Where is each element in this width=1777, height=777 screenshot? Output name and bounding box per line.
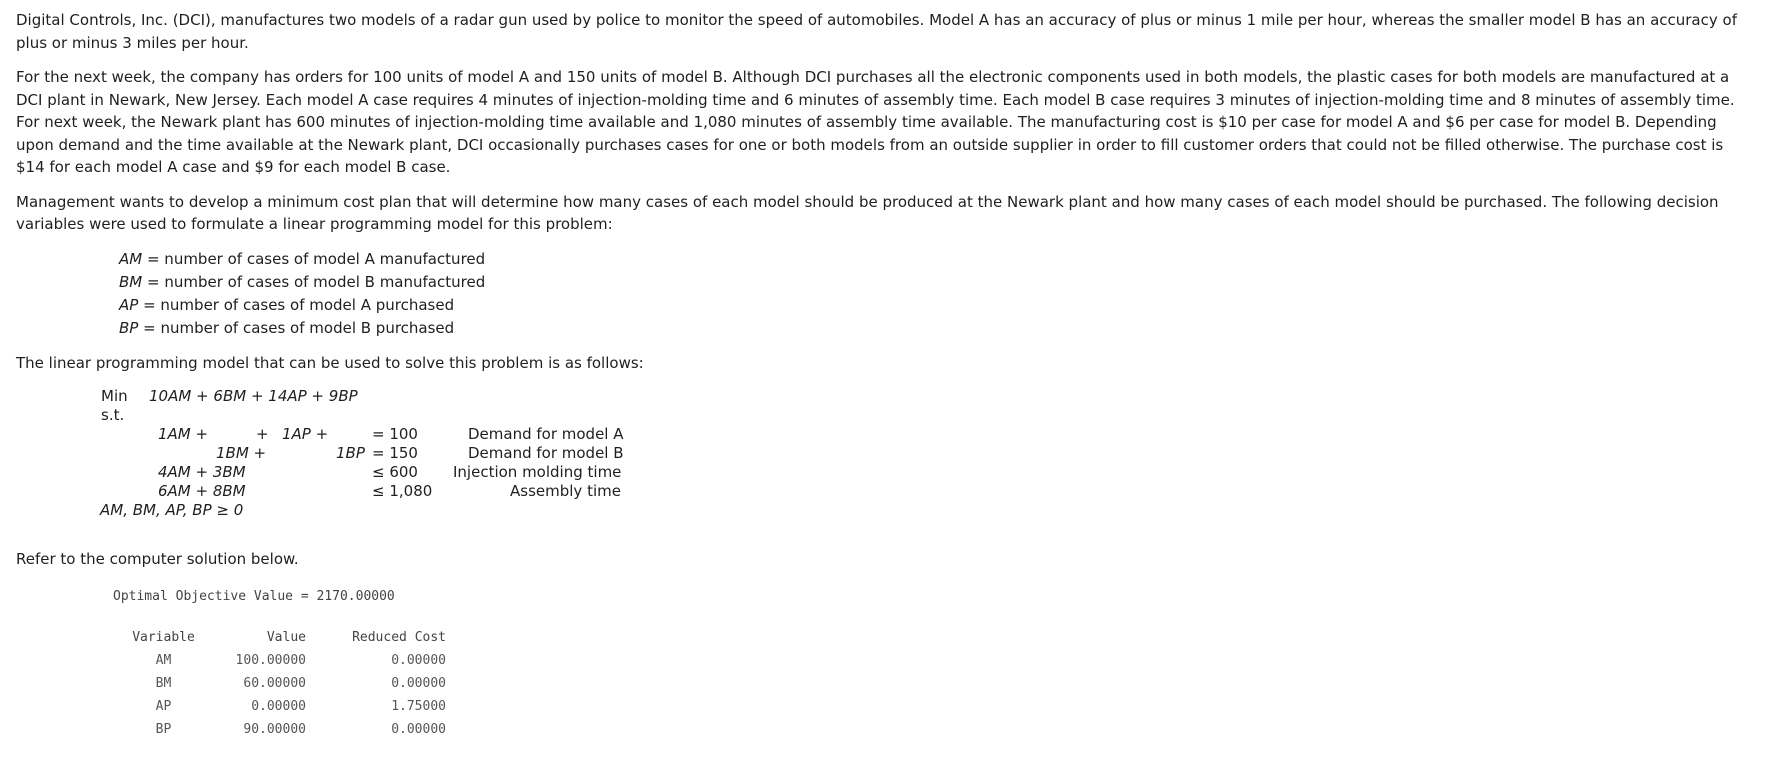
c1-description: Demand for model A — [468, 425, 624, 443]
c4-description: Assembly time — [510, 482, 621, 500]
value-cell: 100.00000 — [235, 652, 306, 668]
c2-bp: 1BP — [336, 444, 365, 462]
header-variable: Variable — [132, 629, 195, 645]
orders-paragraph: For the next week, the company has orders for 100 units of model A and 150 units of model B. Although DCI purchases all the electronic components used in both models, the plastic cases for both models are manufactured at a DCI plant in Newark, New Jersey. Each model A case requires 4 minutes of injection-molding time and 6 minutes of assembly time. Each model B case requires 3 minutes of injection-molding time and 8 minutes of assembly time. For next week, the Newark plant has 600 minutes of injection-molding time available and 1,080 minutes of assembly time available. The manufacturing cost is $10 per case for model A and $6 per case for model B. Depending upon demand and the time available at the Newark plant, DCI occasionally purchases cases for one or both models from an outside supplier in order to fill customer orders that could not be filled otherwise. The purchase cost is $14 for each model A case and $9 for each model B case. — [16, 68, 1735, 176]
solution-intro: Refer to the computer solution below. — [16, 550, 299, 568]
c3-rhs: ≤ 600 — [372, 463, 418, 481]
variable-definition-am: AM = number of cases of model A manufactured — [119, 249, 486, 268]
c1-am: 1AM + — [158, 425, 209, 443]
c4-rhs: ≤ 1,080 — [372, 482, 433, 500]
table-row — [113, 695, 446, 718]
intro-paragraph: Digital Controls, Inc. (DCI), manufactures two models of a radar gun used by police to monitor the speed of automobiles. Model A has an accuracy of plus or minus 1 mile per hour, whereas the smaller model B has an accuracy of plus or minus 3 miles per hour. — [16, 11, 1737, 52]
value-cell: 0.00000 — [251, 698, 306, 714]
variable-definition-ap: AP = number of cases of model A purchased — [119, 295, 455, 314]
variable-definition-bp: BP = number of cases of model B purchased — [119, 318, 455, 337]
reduced-cost-cell: 0.00000 — [391, 675, 446, 691]
variable-cell: AP — [155, 698, 172, 714]
objective-function: 10AM + 6BM + 14AP + 9BP — [149, 387, 358, 405]
table-row — [113, 672, 446, 695]
c1-rhs: = 100 — [372, 425, 418, 443]
variable-cell: BP — [155, 721, 172, 737]
nonnegativity-constraint: AM, BM, AP, BP ≥ 0 — [100, 501, 244, 519]
reduced-cost-cell: 0.00000 — [391, 652, 446, 668]
header-reduced-cost: Reduced Cost — [352, 629, 446, 645]
value-cell: 60.00000 — [243, 675, 306, 691]
solution-table — [113, 626, 446, 741]
optimal-objective-value: Optimal Objective Value = 2170.00000 — [113, 588, 395, 604]
header-value: Value — [266, 629, 306, 645]
problem-document — [16, 9, 1756, 741]
c3-description: Injection molding time — [453, 463, 622, 481]
variable-definition-bm: BM = number of cases of model B manufactured — [119, 272, 486, 291]
reduced-cost-cell: 1.75000 — [391, 698, 446, 714]
c2-rhs: = 150 — [372, 444, 418, 462]
table-row — [113, 718, 446, 741]
c2-description: Demand for model B — [468, 444, 624, 462]
c1-plus: + — [256, 425, 269, 443]
value-cell: 90.00000 — [243, 721, 306, 737]
lp-model — [16, 386, 1756, 536]
reduced-cost-cell: 0.00000 — [391, 721, 446, 737]
variable-definitions — [119, 248, 1756, 340]
lp-intro: The linear programming model that can be used to solve this problem is as follows: — [16, 353, 644, 372]
c4-lhs: 6AM + 8BM — [158, 482, 246, 500]
min-label: Min — [101, 387, 128, 405]
variable-cell: AM — [155, 652, 172, 668]
variable-cell: BM — [155, 675, 172, 691]
decision-variables-paragraph: Management wants to develop a minimum cost plan that will determine how many cases of each model should be produced at the Newark plant and how many cases of each model should be purchased. The following decision variables were used to formulate a linear programming model for this problem: — [16, 192, 1719, 233]
c3-lhs: 4AM + 3BM — [158, 463, 246, 481]
st-label: s.t. — [101, 406, 125, 424]
solution-table-header — [113, 626, 446, 649]
table-row — [113, 649, 446, 672]
c1-ap: 1AP + — [282, 425, 329, 443]
c2-bm: 1BM + — [216, 444, 267, 462]
